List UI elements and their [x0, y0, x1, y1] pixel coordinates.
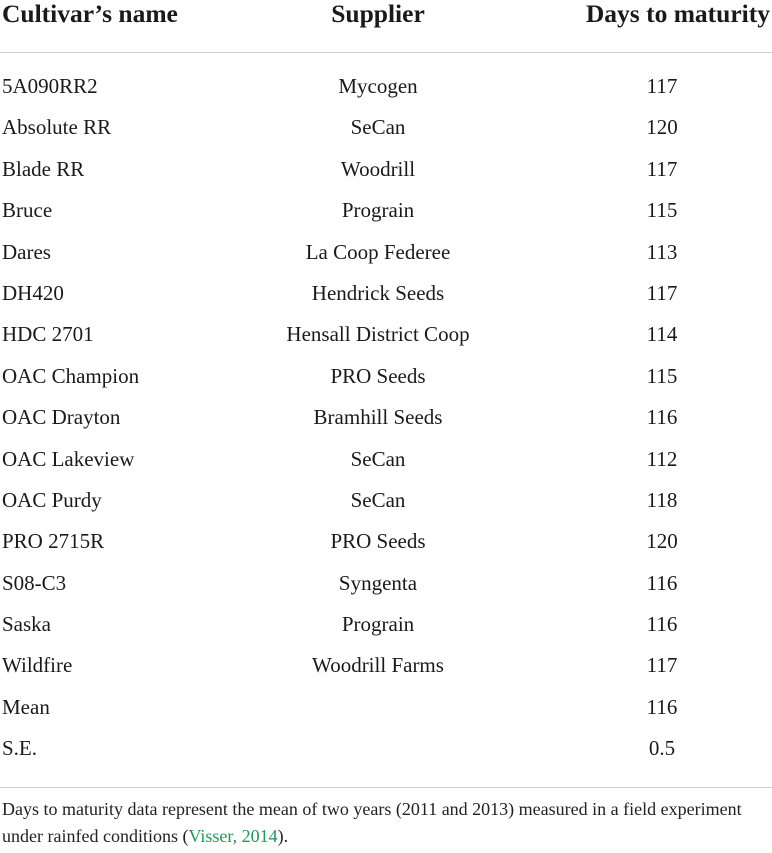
table-row-mean [0, 687, 772, 728]
cell-cultivar-name: DH420 [2, 280, 64, 305]
column-header-supplier: Supplier [331, 0, 425, 28]
table-row [0, 645, 772, 686]
cell-cultivar-name: Saska [2, 612, 51, 637]
cell-supplier: SeCan [350, 487, 406, 512]
cell-supplier: SeCan [350, 115, 406, 140]
table-row [0, 397, 772, 438]
cell-cultivar-name: HDC 2701 [2, 322, 94, 347]
cell-cultivar-name: 5A090RR2 [2, 74, 98, 98]
table-row [0, 66, 772, 107]
cell-days-to-maturity: 116 [646, 694, 678, 719]
cell-days-to-maturity: 118 [646, 487, 678, 512]
table-row [0, 604, 772, 645]
table-row [0, 107, 772, 148]
table-row [0, 480, 772, 521]
cell-supplier: Woodrill [340, 156, 416, 181]
cell-cultivar-name: S.E. [2, 736, 38, 761]
cell-supplier: SeCan [350, 446, 406, 471]
table-row [0, 232, 772, 273]
cell-days-to-maturity: 120 [646, 115, 678, 140]
cell-supplier: La Coop Federee [305, 239, 451, 264]
column-header-days-to-maturity: Days to maturity [585, 0, 770, 28]
cell-days-to-maturity: 117 [646, 280, 678, 305]
table-row [0, 273, 772, 314]
cell-cultivar-name: OAC Drayton [2, 405, 121, 430]
cell-cultivar-name: PRO 2715R [2, 529, 105, 554]
cell-supplier: Syngenta [338, 570, 418, 595]
cell-cultivar-name: S08-C3 [2, 570, 67, 595]
column-header-cultivar-name: Cultivar’s name [2, 0, 178, 28]
cell-days-to-maturity: 115 [646, 198, 678, 223]
cell-supplier: Hensall District Coop [286, 322, 470, 347]
cell-days-to-maturity: 116 [646, 570, 678, 595]
cell-supplier: Prograin [341, 198, 415, 223]
table-footnote [2, 796, 764, 850]
cell-supplier: PRO Seeds [330, 529, 426, 554]
table-row-standard-error [0, 728, 772, 769]
cell-days-to-maturity: 115 [646, 363, 678, 388]
cell-supplier: Hendrick Seeds [311, 280, 445, 305]
cell-cultivar-name: OAC Champion [2, 363, 140, 388]
table-row [0, 439, 772, 480]
cell-days-to-maturity: 114 [646, 322, 678, 347]
footnote-text-end: ). [277, 826, 289, 846]
cell-supplier: Prograin [341, 612, 415, 637]
table-row [0, 521, 772, 562]
cell-days-to-maturity: 117 [646, 74, 678, 98]
table-row [0, 314, 772, 355]
cell-days-to-maturity: 120 [646, 529, 678, 554]
cell-days-to-maturity: 113 [646, 239, 678, 264]
cell-supplier: PRO Seeds [330, 363, 426, 388]
cell-days-to-maturity: 0.5 [648, 736, 676, 761]
cell-cultivar-name: Blade RR [2, 156, 85, 181]
table-row [0, 356, 772, 397]
cell-days-to-maturity: 112 [646, 446, 678, 471]
footnote-text: Days to maturity data represent the mean of two years (2011 and 2013) measured in a field experiment under rainfed conditions ( [2, 799, 742, 846]
table-row [0, 149, 772, 190]
cell-cultivar-name: Bruce [2, 198, 53, 223]
cell-cultivar-name: Wildfire [2, 653, 73, 678]
cell-cultivar-name: Mean [2, 694, 50, 719]
table-body [0, 66, 772, 770]
table-header [0, 0, 772, 53]
cell-days-to-maturity: 117 [646, 653, 678, 678]
cell-days-to-maturity: 116 [646, 405, 678, 430]
citation-link[interactable]: Visser, 2014 [188, 826, 278, 846]
cell-days-to-maturity: 117 [646, 156, 678, 181]
cell-cultivar-name: Dares [2, 239, 51, 264]
cell-supplier: Woodrill Farms [312, 653, 444, 678]
cell-cultivar-name: OAC Lakeview [2, 446, 135, 471]
cell-cultivar-name: OAC Purdy [2, 487, 102, 512]
table-row [0, 190, 772, 231]
cell-supplier: Bramhill Seeds [313, 405, 443, 430]
table-footer-divider [0, 787, 772, 788]
cell-cultivar-name: Absolute RR [2, 115, 112, 140]
cell-supplier: Mycogen [338, 74, 418, 98]
table-row [0, 563, 772, 604]
cell-days-to-maturity: 116 [646, 612, 678, 637]
